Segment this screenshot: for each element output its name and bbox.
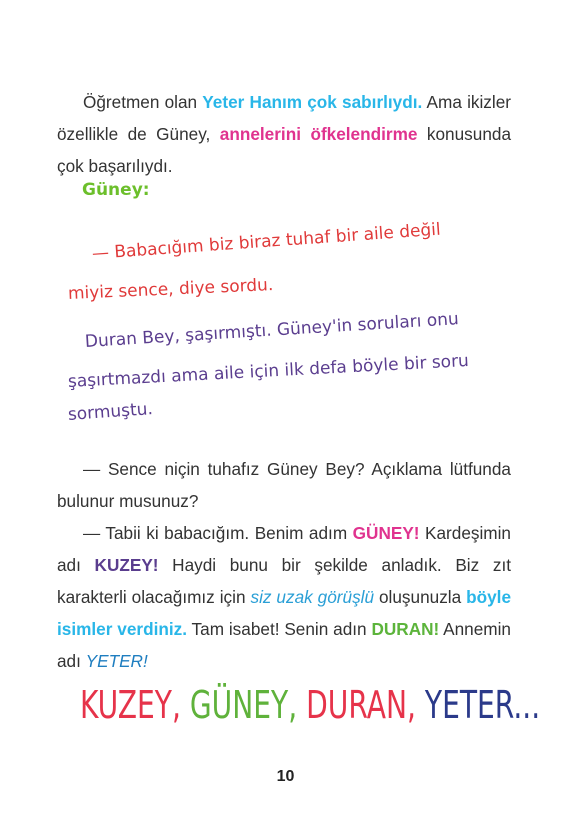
text-segment: oluşunuzla (374, 587, 467, 607)
banner-duran: DURAN, (306, 683, 425, 727)
name-kuzey: KUZEY! (94, 555, 159, 575)
page-number: 10 (276, 768, 295, 785)
paragraph-intro (57, 86, 511, 182)
banner-guney: GÜNEY, (189, 683, 307, 727)
name-yeter: YETER! (85, 651, 148, 671)
handwritten-line-3: Duran Bey, şaşırmıştı. Güney'in soruları onu (84, 309, 460, 352)
text-segment: konusunda çok başarılıydı. (57, 124, 511, 176)
dialogue-line-2 (57, 517, 511, 677)
text-segment: Annemin adı (57, 619, 511, 671)
handwritten-line-2: miyiz sence, diye sordu. (67, 275, 274, 304)
paragraph-dialogue (57, 453, 511, 677)
text-segment: — Tabii ki babacığım. Benim adım (83, 523, 353, 543)
name-guney: GÜNEY! (352, 523, 420, 543)
banner-yeter: YETER... (424, 683, 541, 727)
name-duran: DURAN! (371, 619, 440, 639)
text-segment: Ama ikizler özellikle de Güney, (57, 92, 511, 144)
banner-kuzey: KUZEY, (80, 683, 190, 727)
highlight-isimler: böyle isimler verdiniz. (57, 587, 512, 639)
italic-uzak-gorusle: siz uzak görüşlü (250, 587, 375, 607)
handwritten-line-5: sormuştu. (67, 399, 154, 425)
highlight-yeter-hanim: Yeter Hanım çok sabırlıydı. (202, 92, 423, 112)
speaker-heading: Güney: (82, 180, 150, 200)
text-segment: Öğretmen olan (83, 92, 203, 112)
text-segment: Haydi bunu bir şekilde anladık. Biz zıt karakterli olacağımız için (57, 555, 511, 607)
handwritten-line-1: — Babacığım biz biraz tuhaf bir aile değil (91, 219, 442, 264)
highlight-ofkelendirme: annelerini öfkelendirme (219, 124, 418, 144)
text-segment: Tam isabet! Senin adın (187, 619, 372, 639)
text-segment: — Sence niçin tuhafız Güney Bey? Açıklama lütfunda bulunur musunuz? (57, 459, 511, 511)
dialogue-line-1 (57, 453, 511, 517)
text-segment: Kardeşimin adı (57, 523, 511, 575)
names-banner (80, 683, 540, 727)
handwritten-line-4: şaşırtmazdı ama aile için ilk defa böyle bir soru (67, 351, 470, 392)
